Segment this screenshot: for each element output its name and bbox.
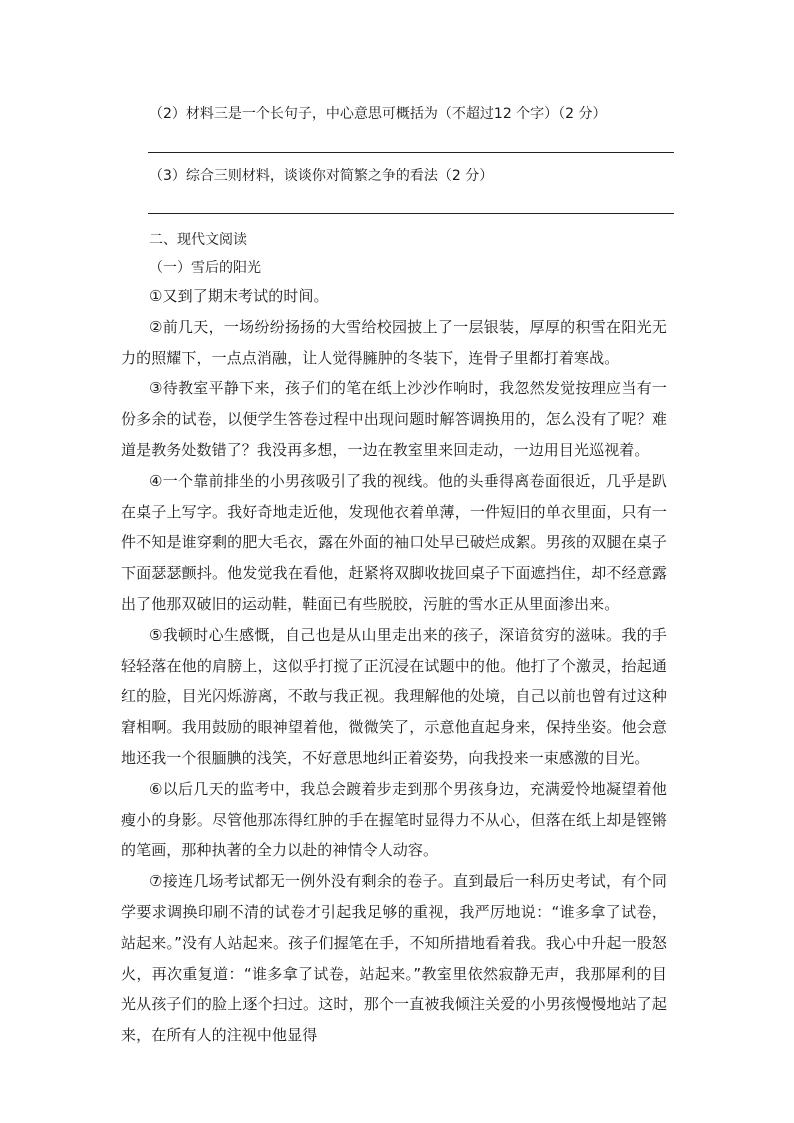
article-title: （一）雪后的阳光 [149, 260, 261, 276]
answer-line-2[interactable] [148, 152, 674, 153]
question-2: （2）材料三是一个长句子，中心意思可概括为（不超过12 个字）（2 分） [149, 106, 607, 122]
section-title: 二、现代文阅读 [149, 232, 247, 248]
article-body [121, 281, 667, 1051]
question-3: （3）综合三则材料，谈谈你对简繁之争的看法（2 分） [149, 168, 494, 184]
paragraph-3: ③待教室平静下来，孩子们的笔在纸上沙沙作响时，我忽然发觉按理应当有一份多余的试卷，以便学生答卷过程中出现问题时解答调换用的，怎么没有了呢？难道是教务处数错了？我没再多想，一边在教室里来回走动，一边用目光巡视着。 [121, 379, 667, 459]
answer-line-3[interactable] [148, 213, 674, 214]
paragraph-2: ②前几天，一场纷纷扬扬的大雪给校园披上了一层银装，厚厚的积雪在阳光无力的照耀下，一点点消融，让人觉得臃肿的冬装下，连骨子里都打着寒战。 [121, 317, 667, 367]
paragraph-6: ⑥以后几天的监考中，我总会踱着步走到那个男孩身边，充满爱怜地凝望着他瘦小的身影。尽管他那冻得红肿的手在握笔时显得力不从心，但落在纸上却是铿锵的笔画，那种执著的全力以赴的神情令人动容。 [121, 779, 667, 860]
paragraph-4: ④一个靠前排坐的小男孩吸引了我的视线。他的头垂得离卷面很近，几乎是趴在桌子上写字。我好奇地走近他，发现他衣着单薄，一件短旧的单衣里面，只有一件不知是谁穿剩的肥大毛衣，露在外面的袖口处早已破烂成絮。男孩的双腿在桌子下面瑟瑟颤抖。他发觉我在看他，赶紧将双脚收拢回桌子下面遮挡住，却不经意露出了他那双破旧的运动鞋，鞋面已有些脱胶，污脏的雪水正从里面渗出来。 [121, 471, 667, 613]
paragraph-1: ①又到了期末考试的时间。 [149, 287, 329, 305]
paragraph-5: ⑤我顿时心生感慨，自己也是从山里走出来的孩子，深谙贫穷的滋味。我的手轻轻落在他的肩膀上，这似乎打搅了正沉浸在试题中的他。他打了个激灵，抬起通红的脸，目光闪烁游离，不敢与我正视。我理解他的处境，自己以前也曾有过这种窘相啊。我用鼓励的眼神望着他，微微笑了，示意他直起身来，保持坐姿。他会意地还我一个很腼腆的浅笑，不好意思地纠正着姿势，向我投来一束感激的目光。 [121, 625, 667, 767]
paragraph-7: ⑦接连几场考试都无一例外没有剩余的卷子。直到最后一科历史考试，有个同学要求调换印刷不清的试卷才引起我足够的重视，我严厉地说：“谁多拿了试卷，站起来。”没有人站起来。孩子们握笔在手，不知所措地看着我。我心中升起一股怒火，再次重复道：“谁多拿了试卷，站起来。”教室里依然寂静无声，我那犀利的目光从孩子们的脸上逐个扫过。这时，那个一直被我倾注关爱的小男孩慢慢地站了起来，在所有人的注视中他显得 [121, 872, 667, 1045]
